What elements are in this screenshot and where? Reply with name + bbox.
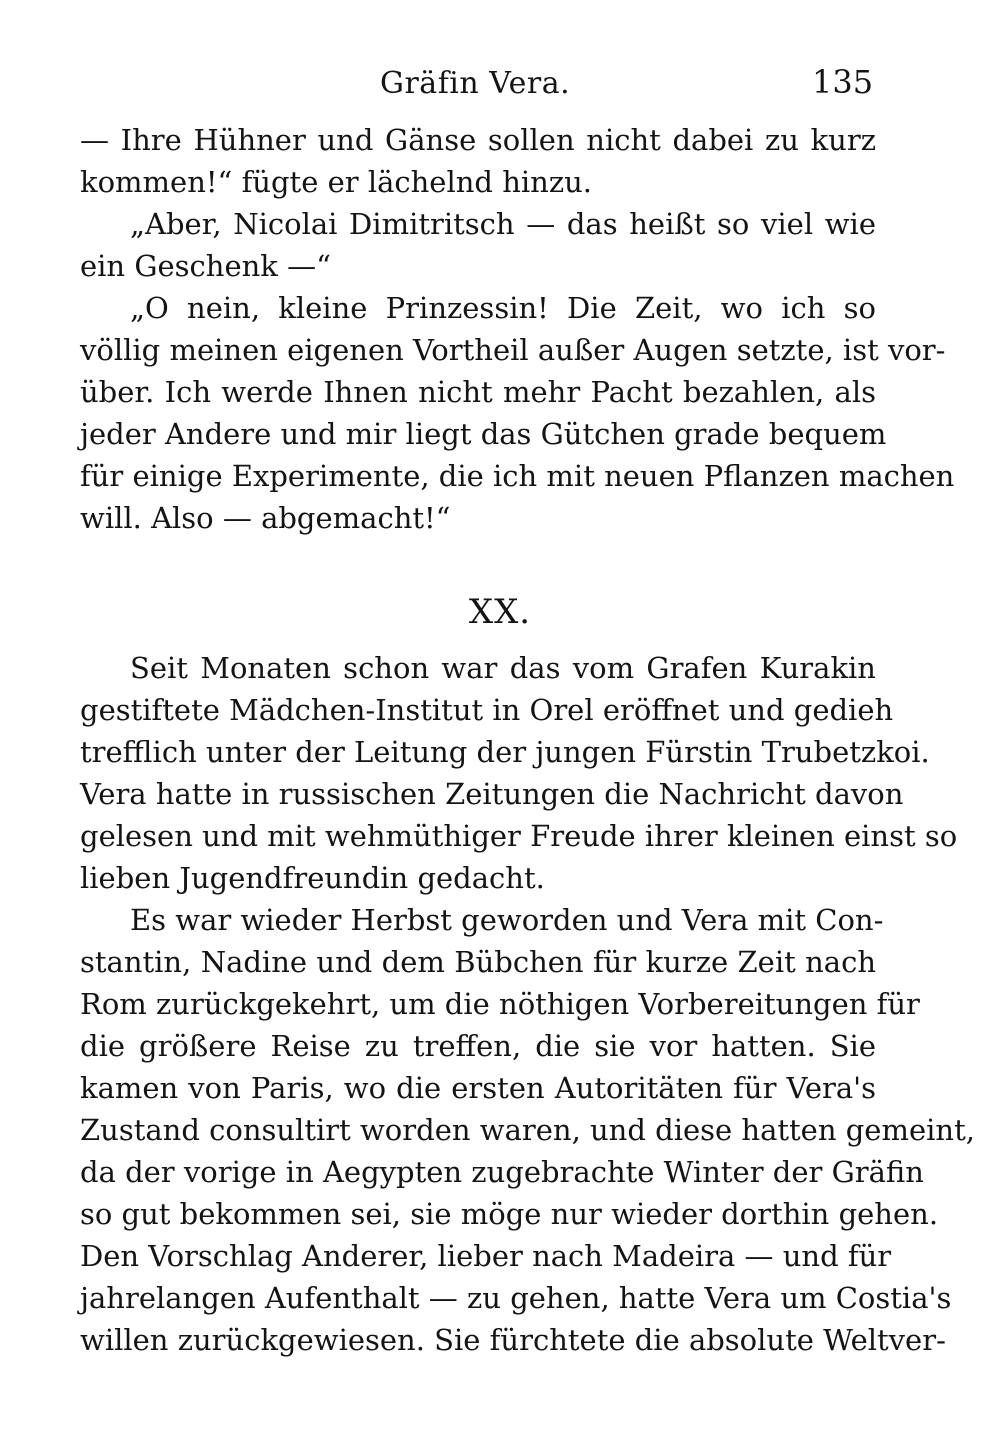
text-line: völlig meinen eigenen Vortheil außer Augen setzte, ist vor- xyxy=(80,333,946,367)
chapter-heading: XX. xyxy=(468,592,532,632)
text-line: trefflich unter der Leitung der jungen Fürstin Trubetzkoi. xyxy=(80,735,930,769)
text-line: lieben Jugendfreundin gedacht. xyxy=(80,861,545,895)
text-line: jeder Andere und mir liegt das Gütchen grade bequem xyxy=(80,417,887,451)
text-line: gelesen und mit wehmüthiger Freude ihrer kleinen einst so xyxy=(80,819,958,853)
text-line: Es war wieder Herbst geworden und Vera mit Con- xyxy=(130,903,884,937)
text-line: jahrelangen Aufenthalt — zu gehen, hatte Vera um Costia's xyxy=(80,1281,952,1315)
running-title: Gräfin Vera. xyxy=(380,66,571,101)
text-line: gestiftete Mädchen-Institut in Orel eröffnet und gedieh xyxy=(80,693,894,727)
text-line: Seit Monaten schon war das vom Grafen Kurakin xyxy=(130,651,876,685)
text-line: Zustand consultirt worden waren, und diese hatten gemeint, xyxy=(80,1113,975,1147)
text-line: will. Also — abgemacht!“ xyxy=(80,501,451,535)
text-line: da der vorige in Aegypten zugebrachte Winter der Gräfin xyxy=(80,1155,924,1189)
page-number: 135 xyxy=(812,63,874,101)
text-line: stantin, Nadine und dem Bübchen für kurze Zeit nach xyxy=(80,945,876,979)
text-line: — Ihre Hühner und Gänse sollen nicht dabei zu kurz xyxy=(80,123,876,157)
text-line: so gut bekommen sei, sie möge nur wieder dorthin gehen. xyxy=(80,1197,939,1231)
text-line: für einige Experimente, die ich mit neuen Pflanzen machen xyxy=(80,459,955,493)
text-line: Rom zurückgekehrt, um die nöthigen Vorbereitungen für xyxy=(80,987,920,1021)
text-line: kamen von Paris, wo die ersten Autoritäten für Vera's xyxy=(80,1071,876,1105)
text-line: Den Vorschlag Anderer, lieber nach Madeira — und für xyxy=(80,1239,892,1273)
text-line: kommen!“ fügte er lächelnd hinzu. xyxy=(80,165,593,199)
text-line: „O nein, kleine Prinzessin! Die Zeit, wo ich so xyxy=(130,291,876,325)
text-line: willen zurückgewiesen. Sie fürchtete die absolute Weltver- xyxy=(80,1323,946,1357)
text-line: Vera hatte in russischen Zeitungen die Nachricht davon xyxy=(80,777,904,811)
text-line: „Aber, Nicolai Dimitritsch — das heißt so viel wie xyxy=(130,207,876,241)
text-line: die größere Reise zu treffen, die sie vor hatten. Sie xyxy=(80,1029,876,1063)
text-line: über. Ich werde Ihnen nicht mehr Pacht bezahlen, als xyxy=(80,375,876,409)
text-line: ein Geschenk —“ xyxy=(80,249,331,283)
